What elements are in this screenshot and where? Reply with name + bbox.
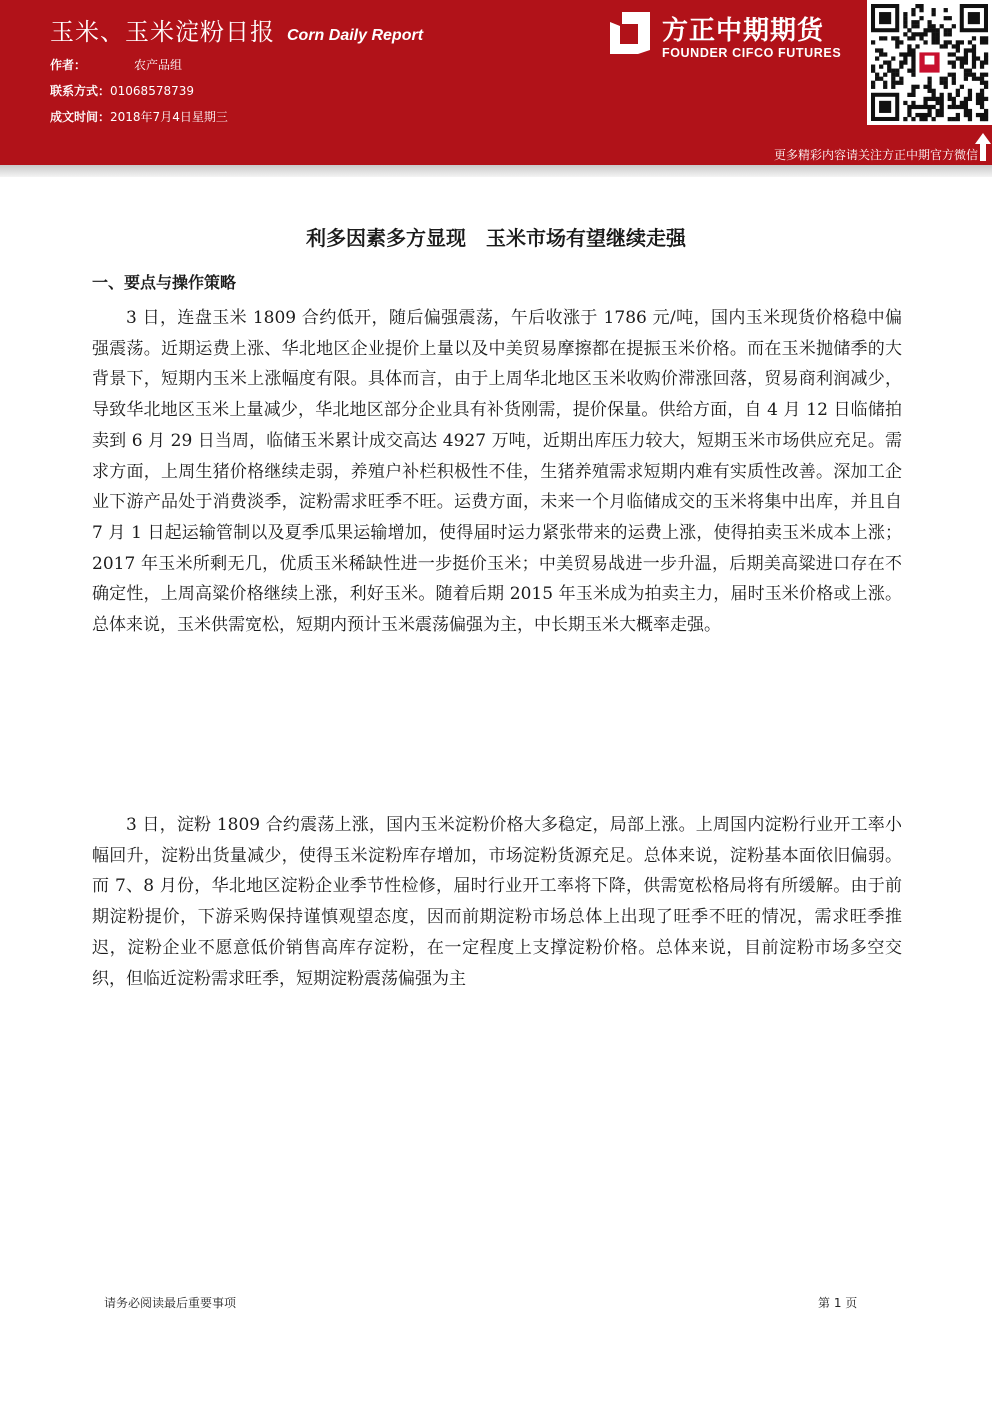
author-value: 农产品组	[134, 58, 183, 72]
document-title: 利多因素多方显现 玉米市场有望继续走强	[306, 226, 686, 250]
logo-name-cn: 方正中期期货	[662, 16, 825, 46]
wechat-follow-text: 更多精彩内容请关注方正中期官方微信	[773, 148, 978, 162]
wechat-qr-code	[867, 0, 992, 125]
company-logo	[600, 4, 862, 64]
contact-line	[50, 82, 194, 99]
report-title-en: Corn Daily Report	[287, 27, 424, 44]
date-line	[50, 108, 228, 125]
qr-code-icon	[867, 0, 992, 125]
date-value: 2018年7月4日星期三	[110, 110, 228, 124]
report-header	[0, 0, 992, 165]
page-number: 第 1 页	[818, 1296, 858, 1310]
author-label: 作者：	[50, 58, 87, 72]
date-label: 成文时间：	[50, 110, 111, 124]
header-divider	[0, 165, 992, 177]
logo-name-en: FOUNDER CIFCO FUTURES	[662, 46, 842, 60]
contact-value: 01068578739	[110, 84, 194, 98]
contact-label: 联系方式：	[50, 84, 111, 98]
logo-mark-icon	[608, 10, 652, 56]
paragraph-starch: 3 日，淀粉 1809 合约震荡上涨，国内玉米淀粉价格大多稳定，局部上涨。上周国内淀粉行业开工率小幅回升，淀粉出货量减少，使得玉米淀粉库存增加，市场淀粉货源充足。总体来说，淀粉基本面依旧偏弱。而 7、8 月份，华北地区淀粉企业季节性检修，届时行业开工率将下降，供需宽松格局将有所缓解。由于前期淀粉提价，下游采购保持谨慎观望态度，因而前期淀粉市场总体上出现了旺季不旺的情况，需求旺季推迟，淀粉企业不愿意低价销售高库存淀粉，在一定程度上支撑淀粉价格。总体来说，目前淀粉市场多空交织，但临近淀粉需求旺季，短期淀粉震荡偏强为主	[92, 815, 902, 989]
report-title-cn: 玉米、玉米淀粉日报	[50, 18, 275, 46]
report-title	[50, 12, 423, 47]
footer-notice: 请务必阅读最后重要事项	[104, 1296, 237, 1310]
author-line	[50, 56, 182, 73]
section-heading: 一、要点与操作策略	[92, 273, 237, 292]
paragraph-corn: 3 日，连盘玉米 1809 合约低开，随后偏强震荡，午后收涨于 1786 元/吨，国内玉米现货价格稳中偏强震荡。近期运费上涨、华北地区企业提价上量以及中美贸易摩擦都在提振玉米价格。而在玉米抛储季的大背景下，短期内玉米上涨幅度有限。具体而言，由于上周华北地区玉米收购价滞涨回落，贸易商利润减少，导致华北地区玉米上量减少，华北地区部分企业具有补货刚需，提价保量。供给方面，自 4 月 12 日临储拍卖到 6 月 29 日当周，临储玉米累计成交高达 4927 万吨，近期出库压力较大，短期玉米市场供应充足。需求方面，上周生猪价格继续走弱，养殖户补栏积极性不佳，生猪养殖需求短期内难有实质性改善。深加工企业下游产品处于消费淡季，淀粉需求旺季不旺。运费方面，未来一个月临储成交的玉米将集中出库，并且自 7 月 1 日起运输管制以及夏季瓜果运输增加，使得届时运力紧张带来的运费上涨，使得拍卖玉米成本上涨；2017 年玉米所剩无几，优质玉米稀缺性进一步挺价玉米；中美贸易战进一步升温，后期美高粱进口存在不确定性，上周高粱价格继续上涨，利好玉米。随着后期 2015 年玉米成为拍卖主力，届时玉米价格或上涨。总体来说，玉米供需宽松，短期内预计玉米震荡偏强为主，中长期玉米大概率走强。	[92, 308, 902, 636]
